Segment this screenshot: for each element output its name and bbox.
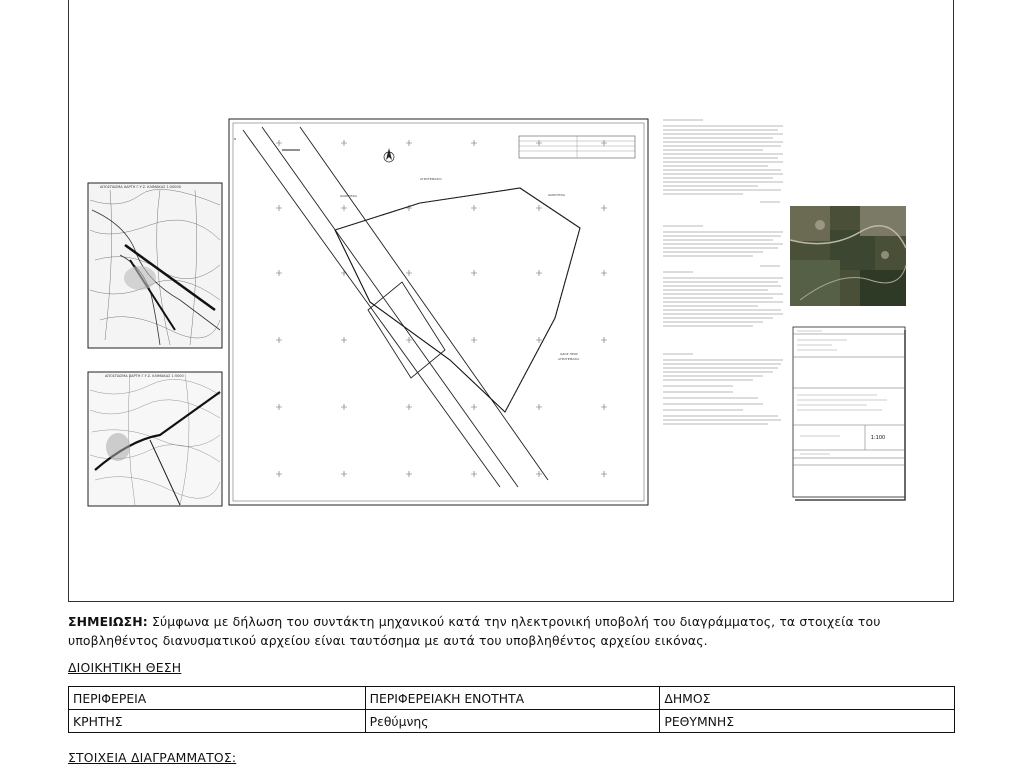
- location-map-bottom: [88, 372, 222, 506]
- svg-text:ΑΠΟΣΠΑΣΜΑ ΧΑΡΤΗ Γ.Υ.Σ. ΚΛΙΜΑΚΑ: ΑΠΟΣΠΑΣΜΑ ΧΑΡΤΗ Γ.Υ.Σ. ΚΛΙΜΑΚΑΣ 1:50000: [100, 185, 181, 189]
- svg-text:ΟΔΟΣ ΠΡΟΣ: ΟΔΟΣ ΠΡΟΣ: [560, 352, 578, 356]
- svg-text:ΑΓΡΟΤΕΜΑΧΙΟ: ΑΓΡΟΤΕΜΑΧΙΟ: [420, 177, 442, 181]
- submission-note: [68, 612, 956, 650]
- svg-text:ΙΔΙΟΚΤΗΣΙΑ: ΙΔΙΟΚΤΗΣΙΑ: [548, 193, 566, 197]
- orthophoto: [790, 206, 906, 306]
- header-municipality: ΔΗΜΟΣ: [660, 687, 955, 710]
- value-municipality: ΡΕΘΥΜΝΗΣ: [660, 710, 955, 733]
- header-regional-unit: ΠΕΡΙΦΕΡΕΙΑΚΗ ΕΝΟΤΗΤΑ: [365, 687, 660, 710]
- admin-location-title: ΔΙΟΙΚΗΤΙΚΗ ΘΕΣΗ: [68, 660, 182, 675]
- note-label: ΣΗΜΕΙΩΣΗ:: [68, 614, 148, 629]
- table-header-row: [69, 687, 955, 710]
- svg-text:ΙΔΙΟΚΤΗΣΙΑ: ΙΔΙΟΚΤΗΣΙΑ: [340, 194, 358, 198]
- value-region: ΚΡΗΤΗΣ: [69, 710, 366, 733]
- main-plan: [229, 119, 648, 505]
- note-text: Σύμφωνα με δήλωση του συντάκτη μηχανικού κατά την ηλεκτρονική υποβολή του διαγράμματος, τα στοιχεία του υποβληθέντος διανυσματικού αρχείου είναι ταυτόσημα με αυτά του υποβληθέντος αρχείου εικόνας.: [68, 614, 881, 648]
- table-row: [69, 710, 955, 733]
- svg-text:ΑΠΟΣΠΑΣΜΑ ΧΑΡΤΗ Γ.Υ.Σ. ΚΛΙΜΑΚΑ: ΑΠΟΣΠΑΣΜΑ ΧΑΡΤΗ Γ.Υ.Σ. ΚΛΙΜΑΚΑΣ 1:5000: [105, 374, 184, 378]
- svg-text:ΑΓΡΟΤΕΜΑΧΙΑ: ΑΓΡΟΤΕΜΑΧΙΑ: [558, 357, 580, 361]
- title-block: [793, 327, 905, 500]
- svg-text:Ν: Ν: [234, 137, 237, 141]
- value-regional-unit: Ρεθύμνης: [365, 710, 660, 733]
- location-map-top: [88, 183, 222, 348]
- admin-location-table: [68, 686, 955, 733]
- diagram-details-title: ΣΤΟΙΧΕΙΑ ΔΙΑΓΡΑΜΜΑΤΟΣ:: [68, 750, 237, 765]
- header-region: ΠΕΡΙΦΕΡΕΙΑ: [69, 687, 366, 710]
- technical-notes-block: [663, 120, 783, 424]
- drawing-scale: 1:100: [870, 435, 886, 441]
